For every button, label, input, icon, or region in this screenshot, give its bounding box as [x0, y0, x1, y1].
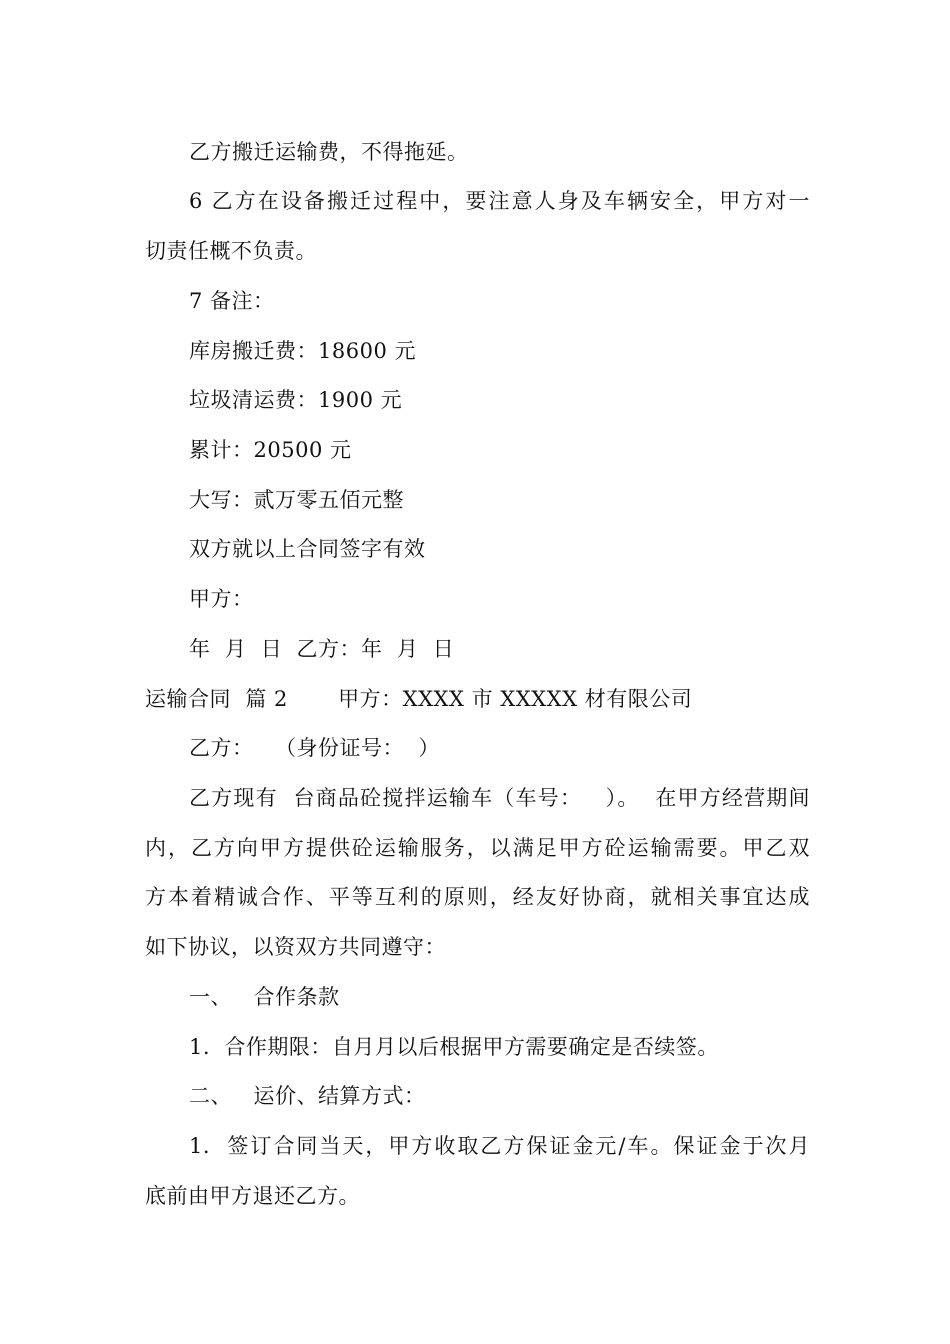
clause-heading: 二、 运价、结算方式：	[189, 1084, 426, 1108]
text-line: 双方就以上合同签字有效	[189, 537, 426, 561]
text-line: 垃圾清运费：1900 元	[189, 388, 403, 412]
signature-date-line: 年 月 日 乙方：年 月 日	[189, 637, 455, 661]
text-line: 底前由甲方退还乙方。	[145, 1184, 360, 1208]
text-line: 乙方： （身份证号： ）	[189, 736, 440, 760]
text-line: 6 乙方在设备搬迁过程中，要注意人身及车辆安全，甲方对一	[189, 189, 810, 213]
text-line: 内，乙方向甲方提供砼运输服务，以满足甲方砼运输需要。甲乙双	[145, 836, 810, 860]
text-line: 1. 合作期限：自月月以后根据甲方需要确定是否续签。	[189, 1035, 719, 1059]
text-line: 甲方：	[189, 587, 254, 611]
text-line: 如下协议，以资双方共同遵守：	[145, 935, 446, 959]
text-line: 大写：贰万零五佰元整	[189, 488, 404, 512]
text-line: 7 备注：	[189, 289, 275, 313]
text-line: 乙方现有 台商品砼搅拌运输车（车号： ）。 在甲方经营期间	[189, 786, 810, 810]
text-line: 切责任概不负责。	[145, 239, 317, 263]
section-heading: 运输合同 篇 2 甲方：XXXX 市 XXXXX 材有限公司	[145, 687, 693, 711]
text-line: 乙方搬迁运输费，不得拖延。	[189, 140, 469, 164]
text-line: 1. 签订合同当天，甲方收取乙方保证金元/车。保证金于次月	[189, 1134, 810, 1158]
text-line: 累计：20500 元	[189, 438, 352, 462]
text-line: 库房搬迁费：18600 元	[189, 339, 416, 363]
clause-heading: 一、 合作条款	[189, 985, 340, 1009]
text-line: 方本着精诚合作、平等互利的原则，经友好协商，就相关事宜达成	[145, 885, 810, 909]
